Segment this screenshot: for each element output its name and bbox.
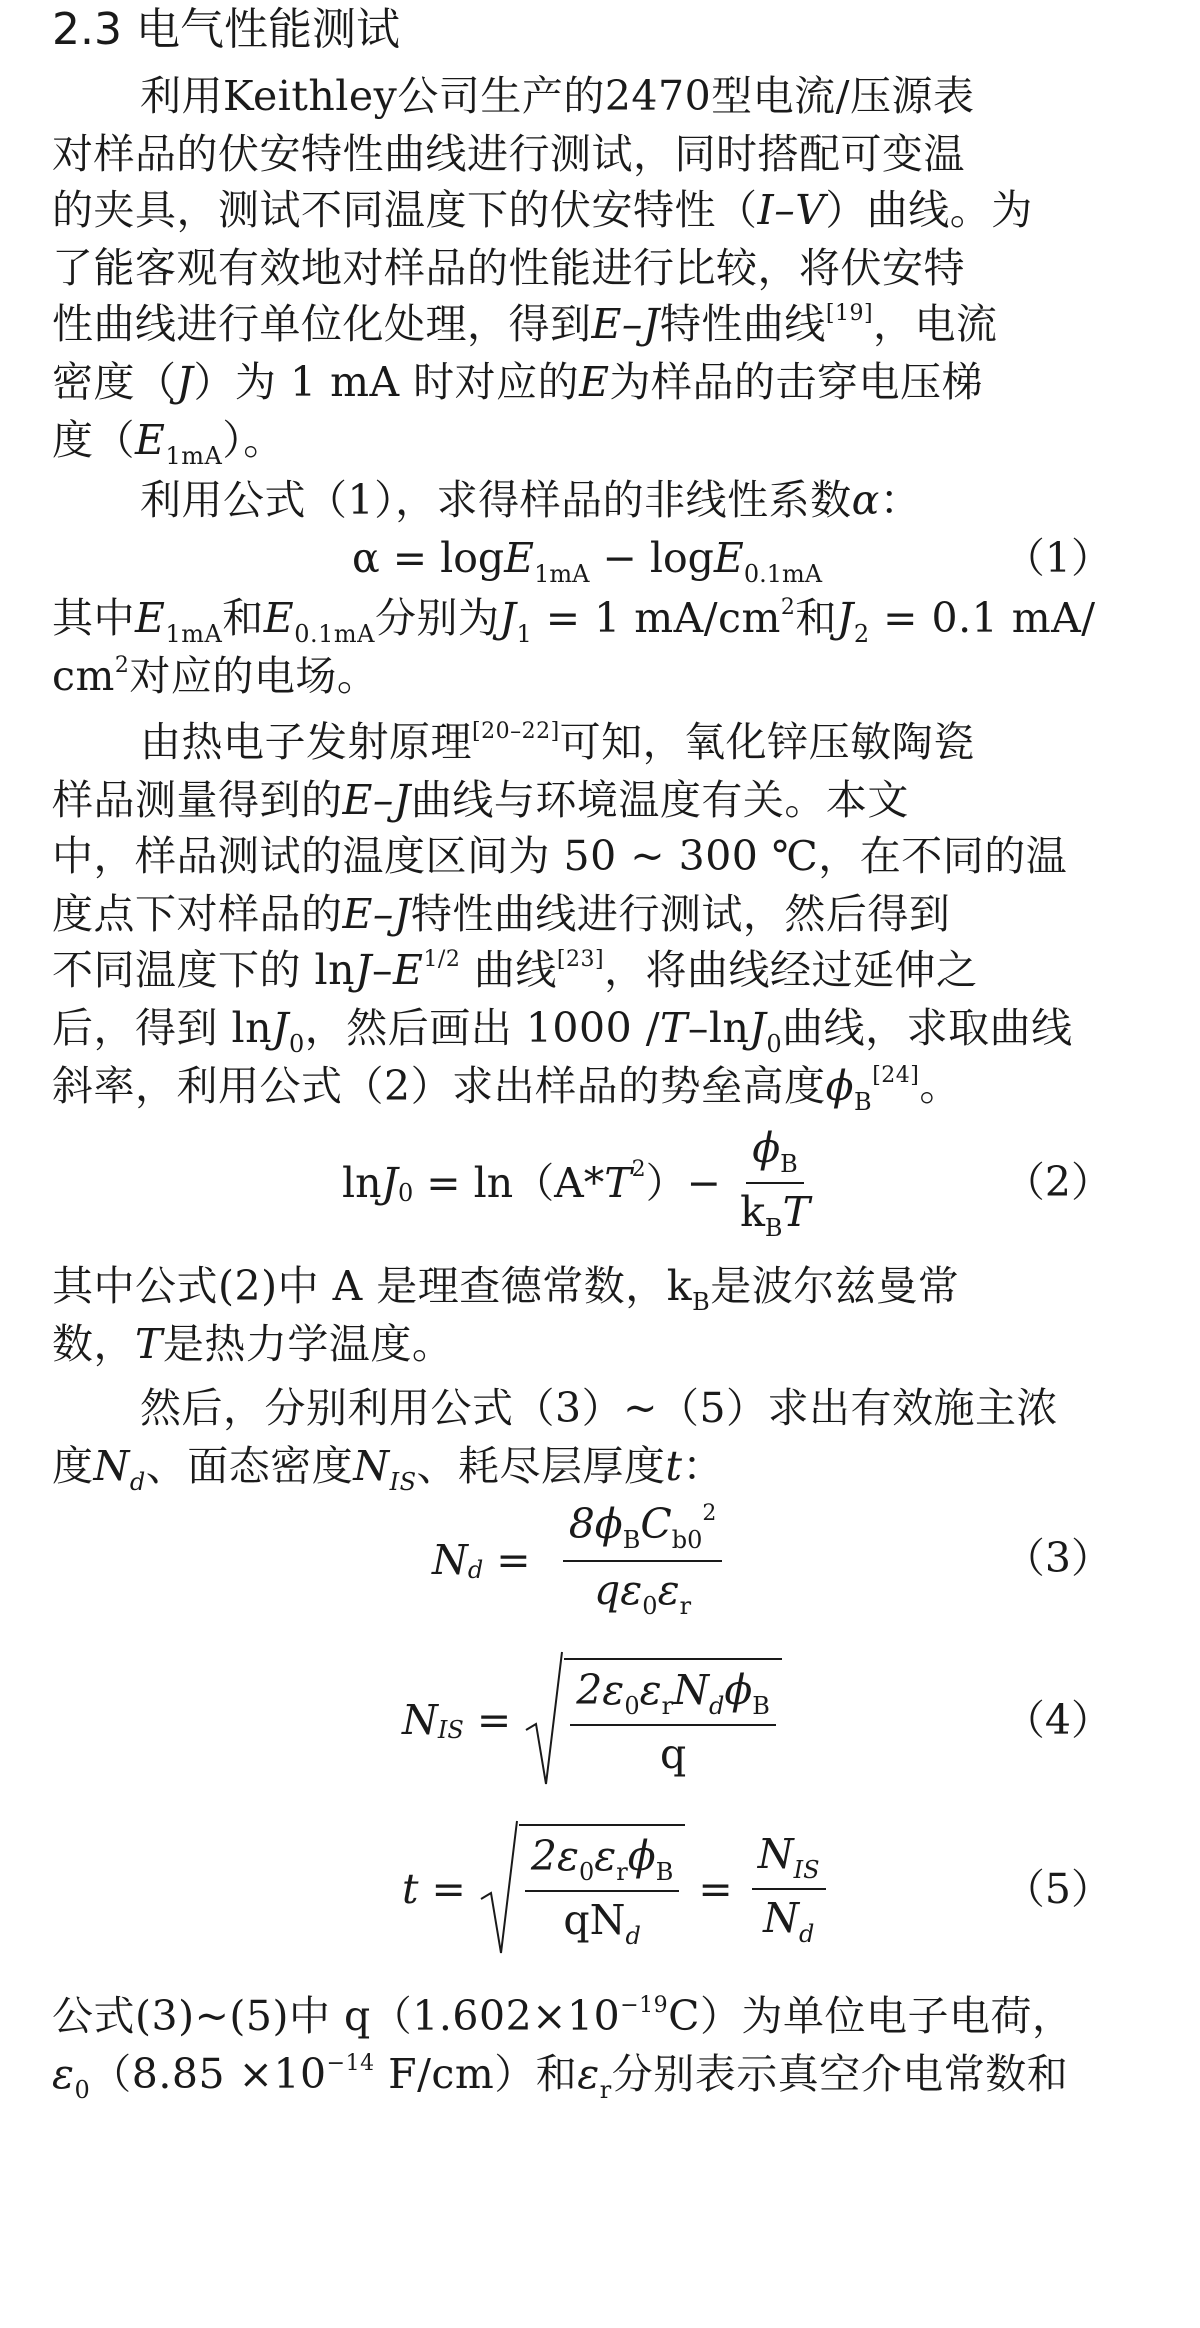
para3-line5: 不同温度下的 lnJ–$E^{1/2}$ 曲线[23]，将曲线经过延伸之 bbox=[52, 946, 978, 994]
equation-4: N IS = $\frac{2\varepsilon_0\varepsilon_rN_d\phi_B}{q}$ （4） bbox=[52, 1650, 1112, 1790]
equation-3-number: （3） bbox=[1003, 1534, 1112, 1582]
equation-4-sqrt: $\frac{2\varepsilon_0\varepsilon_rN_d\phi_B}{q}$ bbox=[524, 1650, 782, 1790]
para1-line4: 了能客观有效地对样品的性能进行比较，将伏安特 bbox=[52, 244, 965, 292]
equation-5-sqrt: $\frac{2\varepsilon_0\varepsilon_r\phi_B}{qN_d}$ bbox=[479, 1819, 685, 1959]
para1-line1: 利用Keithley公司生产的2470型电流/压源表 bbox=[140, 72, 975, 120]
para1-line5: 性曲线进行单位化处理，得到E–J特性曲线[19]，电流 bbox=[52, 300, 998, 348]
para3-line2: 样品测量得到的E–J曲线与环境温度有关。本文 bbox=[52, 776, 909, 824]
equation-3: $N_d$ = $\frac{8\phi_BC_{b0}^2}{q\varepsilon_0\varepsilon_r}$ （3） bbox=[52, 1496, 1112, 1626]
para1-line3: 的夹具，测试不同温度下的伏安特性（I–V）曲线。为 bbox=[52, 186, 1033, 234]
para4-line1: 其中公式(2)中 A 是理查德常数，$k_B$是波尔兹曼常 bbox=[52, 1262, 960, 1316]
para6-line1: 公式(3)~(5)中 $q(1.602\times 10^{-19}C)$为单位电子电荷， bbox=[52, 1992, 1074, 2040]
equation-1: α = logE$_{1mA}$ − logE$_{0.1mA}$ （1） bbox=[52, 528, 1112, 588]
para4-line2: 数，T是热力学温度。 bbox=[52, 1320, 454, 1368]
para6-line2: $\varepsilon_0(8.85 \times 10^{-14}$ F/cm）和$\varepsilon_r$分别表示真空介电常数和 bbox=[52, 2050, 1069, 2104]
para3-line1: 由热电子发射原理[20–22]可知，氧化锌压敏陶瓷 bbox=[140, 718, 975, 766]
equation-2-fraction: $\frac{\phi_B}{k_BT}$ bbox=[740, 1120, 810, 1246]
para3-line3: 中，样品测试的温度区间为 50 ~ 300 ℃，在不同的温 bbox=[52, 832, 1068, 880]
para5-line1: 然后，分别利用公式（3）~（5）求出有效施主浓 bbox=[140, 1384, 1059, 1432]
equation-5-fraction: $\frac{N_{IS}}{N_d}$ bbox=[752, 1826, 826, 1952]
where1-line2: $cm^2$对应的电场。 bbox=[52, 652, 379, 700]
section-heading: 2.3 电气性能测试 bbox=[52, 4, 400, 55]
where1-line1: 其中$E_{1mA}$和$E_{0.1mA}$分别为$J_1 = 1$ $mA/cm^2$和$J_2 = 0.1$ mA/ bbox=[52, 594, 1096, 648]
para5-line2: 度$N_d$、面态密度$N_{IS}$、耗尽层厚度t： bbox=[52, 1442, 725, 1496]
equation-1-number: （1） bbox=[1003, 534, 1112, 582]
para3-line4: 度点下对样品的E–J特性曲线进行测试，然后得到 bbox=[52, 890, 951, 938]
equation-3-fraction: $\frac{8\phi_BC_{b0}^2}{q\varepsilon_0\varepsilon_r}$ bbox=[563, 1496, 723, 1624]
equation-4-number: （4） bbox=[1003, 1696, 1112, 1744]
para3-line7: 斜率，利用公式（2）求出样品的势垒高度$\phi_B[24]$。 bbox=[52, 1062, 961, 1116]
para1-line7: 度$(E_{1mA})$。 bbox=[52, 416, 285, 470]
para3-line6: 后，得到 lnJ$_0$，然后画出 1000 /T–lnJ$_0$曲线，求取曲线 bbox=[52, 1004, 1073, 1058]
equation-5-number: （5） bbox=[1003, 1865, 1112, 1913]
equation-2: $\ln J_0 = \ln(A*T^2)-$ $\frac{\phi_B}{k_BT}$ （2） bbox=[52, 1120, 1112, 1250]
equation-2-number: （2） bbox=[1003, 1158, 1112, 1206]
equation-5: t = $\frac{2\varepsilon_0\varepsilon_r\phi_B}{qN_d}$ = $\frac{N_{IS}}{N_d}$ （5） bbox=[52, 1814, 1112, 1964]
para1-line2: 对样品的伏安特性曲线进行测试，同时搭配可变温 bbox=[52, 130, 965, 178]
para1-line6: 密度（J）为 1 mA 时对应的E为样品的击穿电压梯 bbox=[52, 358, 984, 406]
para2-line1: 利用公式（1），求得样品的非线性系数α： bbox=[140, 476, 922, 524]
